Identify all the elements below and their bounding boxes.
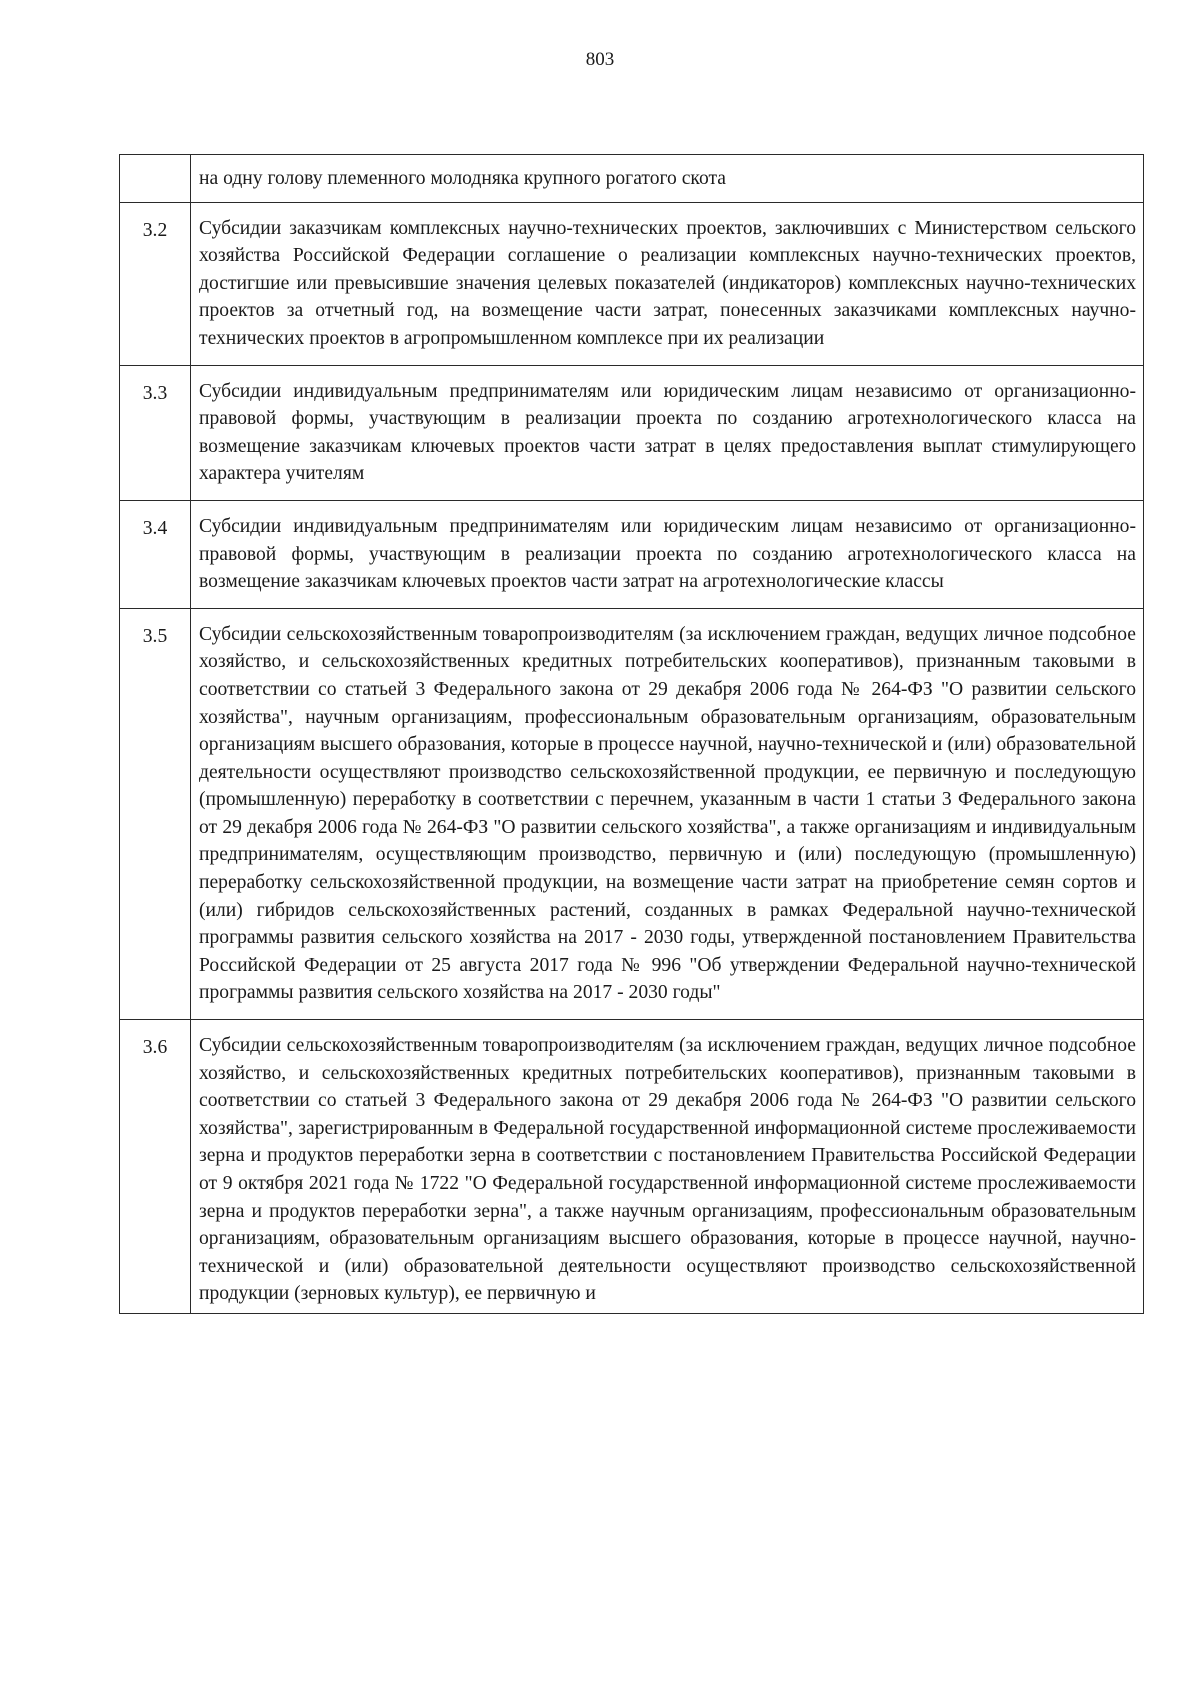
row-text: Субсидии сельскохозяйственным товаропроизводителям (за исключением граждан, ведущих личное подсобное хозяйство, и сельскохозяйственных кредитных потребительских кооперативов), признанным таковыми в соответствии со статьей 3 Федерального закона от 29 декабря 2006 года № 264-ФЗ "О развитии сельского хозяйства", зарегистрированным в Федеральной государственной информационной системе прослеживаемости зерна и продуктов переработки зерна в соответствии с постановлением Правительства Российской Федерации от 9 октября 2021 года № 1722 "О Федеральной государственной информационной системе прослеживаемости зерна и продуктов переработки зерна", а также научным организациям, профессиональным образовательным организациям, образовательным организациям высшего образования, которые в процессе научной, научно-технической и (или) образовательной деятельности осуществляют производство сельскохозяйственной продукции (зерновых культур), ее первичную и [191, 1020, 1144, 1314]
row-number: 3.4 [120, 500, 191, 608]
table-row [120, 365, 1144, 500]
row-text: Субсидии индивидуальным предпринимателям или юридическим лицам независимо от организационно-правовой формы, участвующим в реализации проекта по созданию агротехнологического класса на возмещение заказчикам ключевых проектов части затрат в целях предоставления выплат стимулирующего характера учителям [191, 365, 1144, 500]
row-text: Субсидии заказчикам комплексных научно-технических проектов, заключивших с Министерством сельского хозяйства Российской Федерации соглашение о реализации комплексных научно-технических проектов, достигшие или превысившие значения целевых показателей (индикаторов) комплексных научно-технических проектов за отчетный год, на возмещение части затрат, понесенных заказчиками комплексных научно-технических проектов в агропромышленном комплексе при их реализации [191, 202, 1144, 365]
row-text: на одну голову племенного молодняка крупного рогатого скота [191, 155, 1144, 203]
table-row [120, 1020, 1144, 1314]
row-text: Субсидии сельскохозяйственным товаропроизводителям (за исключением граждан, ведущих личное подсобное хозяйство, и сельскохозяйственных кредитных потребительских кооперативов), признанным таковыми в соответствии со статьей 3 Федерального закона от 29 декабря 2006 года № 264-ФЗ "О развитии сельского хозяйства", научным организациям, профессиональным образовательным организациям, образовательным организациям высшего образования, которые в процессе научной, научно-технической и (или) образовательной деятельности осуществляют производство сельскохозяйственной продукции, ее первичную и последующую (промышленную) переработку в соответствии с перечнем, указанным в части 1 статьи 3 Федерального закона от 29 декабря 2006 года № 264-ФЗ "О развитии сельского хозяйства", а также организациям и индивидуальным предпринимателям, осуществляющим производство, первичную и (или) последующую (промышленную) переработку сельскохозяйственной продукции, на возмещение части затрат на приобретение семян сортов и (или) гибридов сельскохозяйственных растений, созданных в рамках Федеральной научно-технической программы развития сельского хозяйства на 2017 - 2030 годы, утвержденной постановлением Правительства Российской Федерации от 25 августа 2017 года № 996 "Об утверждении Федеральной научно-технической программы развития сельского хозяйства на 2017 - 2030 годы" [191, 608, 1144, 1019]
row-number: 3.6 [120, 1020, 191, 1314]
page-number: 803 [585, 49, 615, 70]
row-number: 3.3 [120, 365, 191, 500]
row-text: Субсидии индивидуальным предпринимателям или юридическим лицам независимо от организационно-правовой формы, участвующим в реализации проекта по созданию агротехнологического класса на возмещение заказчикам ключевых проектов части затрат на агротехнологические классы [191, 500, 1144, 608]
table-row [120, 155, 1144, 203]
table-row [120, 608, 1144, 1019]
row-number: 3.5 [120, 608, 191, 1019]
table-row [120, 202, 1144, 365]
subsidies-table [119, 154, 1144, 1314]
row-number: 3.2 [120, 202, 191, 365]
row-number [120, 155, 191, 203]
table-row [120, 500, 1144, 608]
